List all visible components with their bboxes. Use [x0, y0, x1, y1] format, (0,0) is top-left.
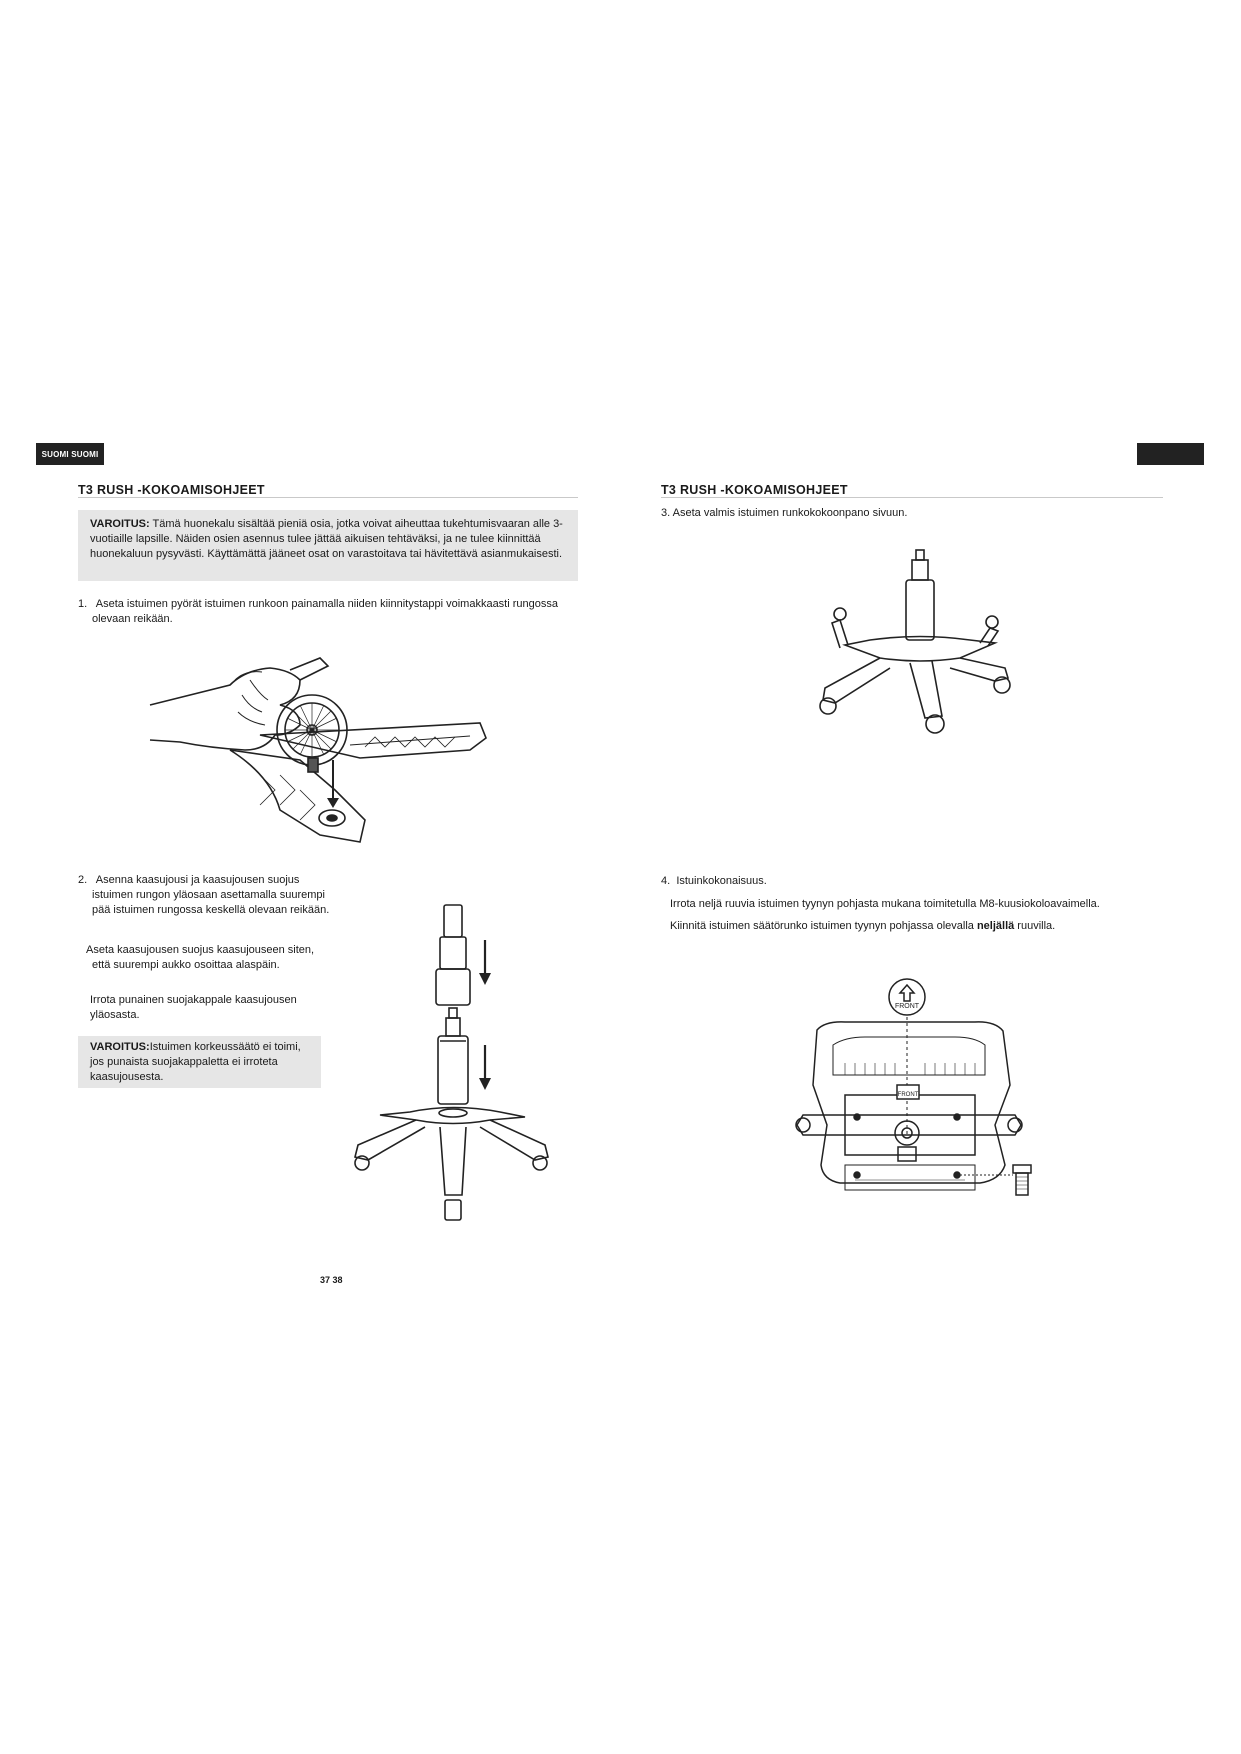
step4-text1: Irrota neljä ruuvia istuimen tyynyn pohjasta mukana toimitetulla M8-kuusiokoloavaimella. — [670, 898, 1100, 910]
step2-text-block — [78, 873, 342, 918]
seat-underside-illustration — [785, 975, 1055, 1225]
step3-text: Aseta valmis istuimen runkokokoonpano sivuun. — [672, 507, 908, 519]
step2-text2: Aseta kaasujousen suojus kaasujouseen siten, että suurempi aukko osoittaa alaspäin. — [86, 944, 315, 971]
warning-label: VAROITUS: — [90, 518, 150, 530]
step2-warning-box — [78, 1036, 321, 1088]
warning-text: Tämä huonekalu sisältää pieniä osia, jotka voivat aiheuttaa tukehtumisvaaran alle 3-vuotiaille lapsille. Näiden osien asennus tulee jättää aikuisen tehtäväksi, ja ne tulee kiinnittää huonekaluun pysyvästi. Käyttämättä jääneet osat on varastoitava tai hävitettävä asianmukaisesti. — [90, 518, 563, 560]
step4-text2-start: Kiinnitä istuimen säätörunko istuimen tyynyn pohjassa olevalla — [670, 920, 977, 932]
step2-text: Asenna kaasujousi ja kaasujousen suojus istuimen rungon yläosaan asettamalla suurempi pää istuimen rungossa keskellä olevaan reikään. — [92, 874, 330, 916]
language-tab-right — [1137, 443, 1204, 465]
step1-text-block — [78, 597, 592, 627]
step4-text2-end: ruuvilla. — [1014, 920, 1056, 932]
step2-warning-text: Istuimen korkeussäätö ei toimi, jos punaista suojakappaletta ei irroteta kaasujousesta. — [90, 1041, 301, 1083]
step3-text-block — [661, 506, 1161, 521]
wheel-insertion-illustration — [150, 640, 490, 850]
step4-title-block — [661, 874, 1161, 889]
right-page-heading: T3 RUSH -KOKOAMISOHJEET — [661, 483, 848, 497]
step2-warning-label: VAROITUS: — [90, 1041, 150, 1053]
gas-lift-illustration — [350, 905, 560, 1225]
heading-divider — [78, 497, 578, 498]
front-label: FRONT — [894, 1003, 920, 1010]
step4-text2 — [670, 919, 1170, 934]
chair-base-illustration — [820, 548, 1020, 748]
step2-text3: Irrota punainen suojakappale kaasujousen yläosasta. — [90, 994, 297, 1021]
step1-number: 1. — [78, 598, 88, 610]
page-numbers: 37 38 — [320, 1275, 343, 1285]
left-page-heading: T3 RUSH -KOKOAMISOHJEET — [78, 483, 265, 497]
step4-number: 4. — [661, 875, 671, 887]
step4-title: Istuinkokonaisuus. — [676, 875, 767, 887]
step1-text: Aseta istuimen pyörät istuimen runkoon painamalla niiden kiinnitystappi voimakkaasti rungossa olevaan reikään. — [92, 598, 558, 625]
step2-number: 2. — [78, 874, 88, 886]
step4-text2-bold: neljällä — [976, 920, 1015, 932]
front-label-small: FRONT — [897, 1092, 919, 1098]
language-tab: SUOMI SUOMI — [36, 443, 104, 465]
right-heading-divider — [661, 497, 1163, 498]
warning-box — [78, 510, 578, 581]
step3-number: 3. — [661, 507, 671, 519]
